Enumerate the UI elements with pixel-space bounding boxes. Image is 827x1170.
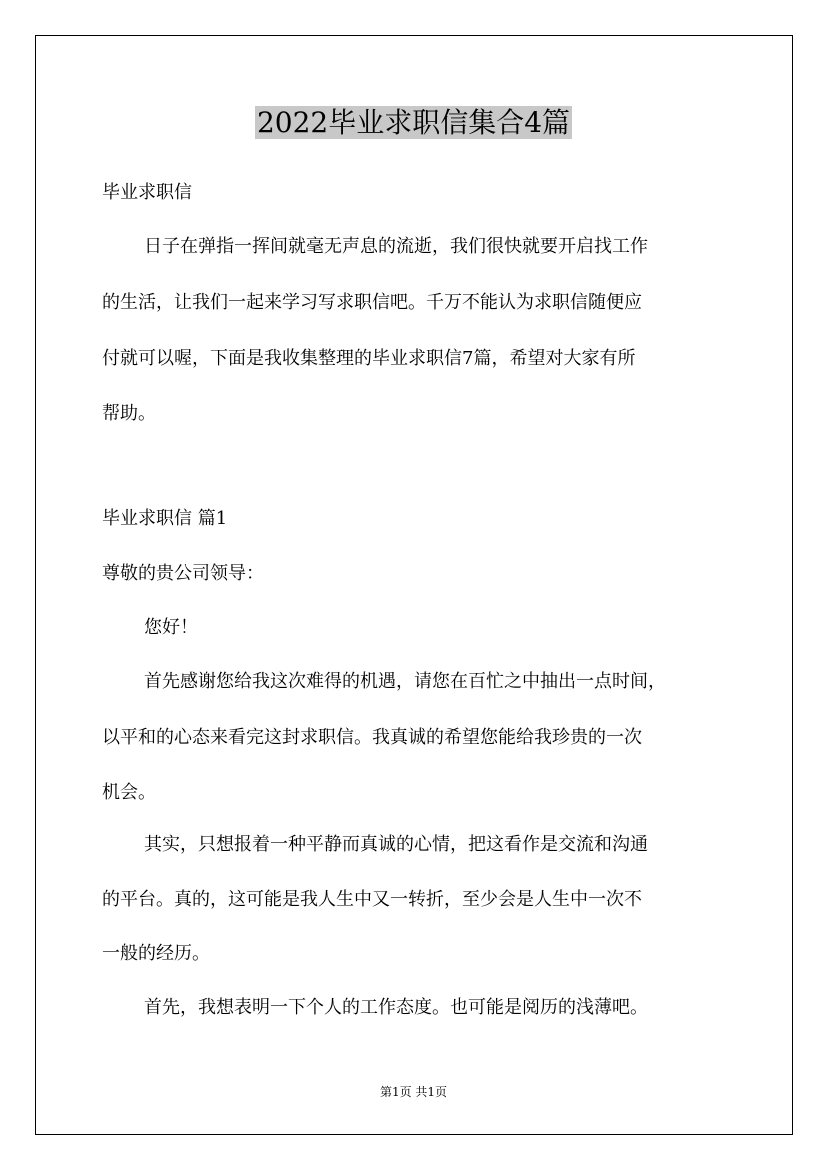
paragraph-line: 首先感谢您给我这次难得的机遇，请您在百忙之中抽出一点时间，	[144, 671, 666, 692]
document-title-text: 2022毕业求职信集合4篇	[256, 106, 571, 139]
section-heading: 毕业求职信	[102, 182, 192, 203]
greeting: 您好！	[144, 617, 198, 638]
intro-line: 日子在弹指一挥间就毫无声息的流逝，我们很快就要开启找工作	[144, 236, 648, 257]
paragraph-line: 一般的经历。	[102, 943, 210, 964]
paragraph-line: 的平台。真的，这可能是我人生中又一转折，至少会是人生中一次不	[102, 889, 642, 910]
paragraph-line: 机会。	[102, 782, 156, 803]
intro-line: 的生活，让我们一起来学习写求职信吧。千万不能认为求职信随便应	[102, 292, 642, 313]
paragraph-line: 以平和的心态来看完这封求职信。我真诚的希望您能给我珍贵的一次	[102, 727, 642, 748]
page-footer: 第1页 共1页	[379, 1085, 448, 1099]
salutation: 尊敬的贵公司领导：	[102, 563, 264, 584]
intro-line: 帮助。	[102, 403, 156, 424]
document-title	[0, 103, 827, 143]
intro-line: 付就可以喔，下面是我收集整理的毕业求职信7篇，希望对大家有所	[102, 348, 636, 369]
article-heading: 毕业求职信 篇1	[102, 508, 228, 529]
paragraph-line: 首先，我想表明一下个人的工作态度。也可能是阅历的浅薄吧。	[144, 997, 648, 1018]
paragraph-line: 其实，只想报着一种平静而真诚的心情，把这看作是交流和沟通	[144, 834, 648, 855]
